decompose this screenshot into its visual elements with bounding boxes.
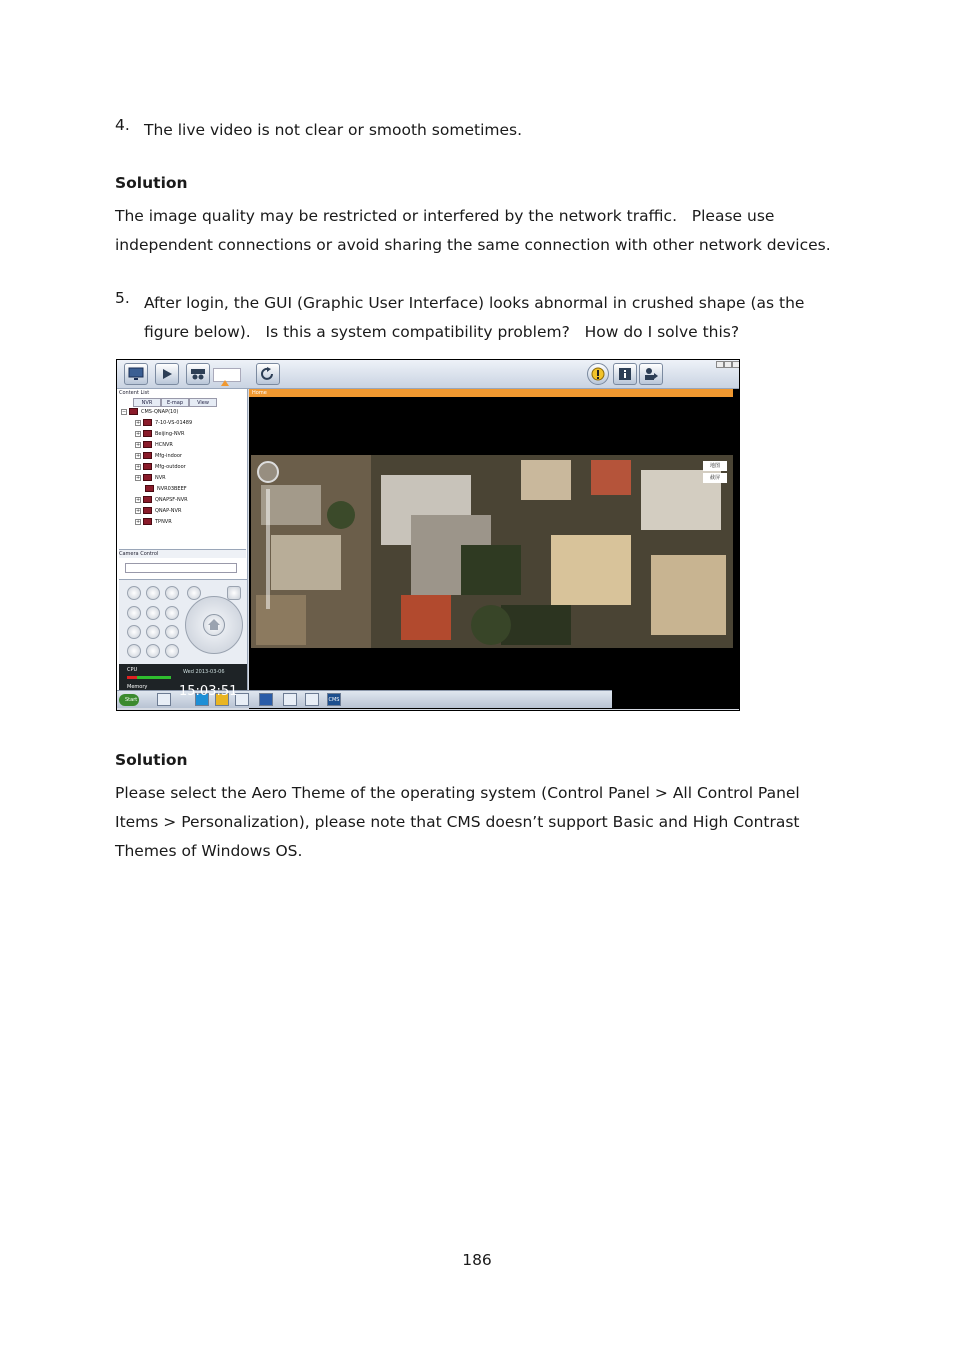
cms-toolbar (117, 360, 739, 389)
expand-icon[interactable]: + (136, 507, 141, 514)
info-icon[interactable] (613, 363, 637, 385)
expand-icon[interactable]: + (136, 463, 141, 470)
preset-control-button[interactable] (146, 644, 160, 658)
alert-icon[interactable] (587, 363, 609, 385)
camera-control-button[interactable] (187, 586, 201, 600)
tree-row[interactable]: + Mfg-outdoor (136, 463, 186, 470)
minimize-icon[interactable] (716, 361, 724, 368)
toolbar-search-field[interactable] (213, 368, 241, 382)
camera-control-button[interactable] (127, 586, 141, 600)
list-item-5-text: After login, the GUI (Graphic User Interface) looks abnormal in crushed shape (as the figure below). Is this a system compatibility problem? How do I solve this? (144, 294, 805, 341)
tree-row[interactable]: + Beijing-NVR (136, 430, 185, 437)
user-icon[interactable] (639, 363, 663, 385)
expand-icon[interactable]: + (136, 474, 141, 481)
nvr-icon (143, 507, 152, 514)
map-type-button[interactable]: 地图 (703, 461, 727, 471)
list-number-4: 4. (115, 116, 130, 134)
tab-view[interactable]: View (189, 398, 217, 407)
home-icon[interactable] (203, 614, 225, 636)
expand-icon[interactable]: + (136, 518, 141, 525)
tree-row[interactable]: + HCNVR (136, 441, 173, 448)
tree-row[interactable]: + NVR (136, 474, 166, 481)
server-icon (129, 408, 138, 415)
expand-icon[interactable]: + (136, 441, 141, 448)
zoom-out-icon[interactable] (165, 606, 179, 620)
solution-2-text: Please select the Aero Theme of the operating system (Control Panel > All Control Panel Items > Personalization), please note that CMS doesn’t support Basic and High Contrast Themes of Windows OS. (115, 784, 800, 860)
nvr-icon (143, 474, 152, 481)
nvr-icon (143, 441, 152, 448)
page-number: 186 (462, 1251, 492, 1269)
nvr-icon (143, 463, 152, 470)
solution-heading-1: Solution (115, 174, 188, 192)
view-title-bar: Home (249, 389, 733, 397)
status-date: Wed 2013-03-06 (183, 669, 225, 675)
tab-emap[interactable]: E-map (161, 398, 189, 407)
ptz-joystick[interactable] (185, 596, 243, 654)
zoom-control-button[interactable] (127, 606, 141, 620)
tree-row[interactable]: + TPNVR (136, 518, 172, 525)
solution-1-text: The image quality may be restricted or interfered by the network traffic. Please use independent connections or avoid sharing the same connection with other network devices. (115, 207, 831, 254)
preset-control-button[interactable] (165, 644, 179, 658)
tree-row[interactable]: + QNAPSF-NVR (136, 496, 188, 503)
nvr-icon (145, 485, 154, 492)
tree-row[interactable]: NVR03BEEF (121, 484, 245, 495)
tree-row[interactable]: + QNAP-NVR (136, 507, 182, 514)
nvr-icon (143, 518, 152, 525)
cms-taskbar-button[interactable]: CMS (327, 693, 341, 706)
content-list-title: Content List (119, 390, 150, 396)
list-item-4-text: The live video is not clear or smooth sometimes. (144, 121, 523, 139)
expand-icon[interactable]: + (136, 430, 141, 437)
start-button[interactable]: Start (119, 694, 139, 706)
map-compass-icon[interactable] (257, 461, 279, 483)
focus-control-button[interactable] (146, 625, 160, 639)
focus-control-button[interactable] (165, 625, 179, 639)
tree-row[interactable]: + 7-10-VS-01489 (136, 419, 193, 426)
taskbar-app-icon[interactable] (157, 693, 171, 706)
solution-heading-2: Solution (115, 751, 188, 769)
expand-icon[interactable]: + (136, 496, 141, 503)
monitor-icon[interactable] (124, 363, 148, 385)
nvr-icon (143, 452, 152, 459)
memory-label: Memory (127, 684, 148, 690)
video-bottom-strip (614, 690, 739, 708)
camera-control-button[interactable] (146, 586, 160, 600)
clock-time: 15:03:51 (179, 684, 238, 699)
map-zoom-slider[interactable] (266, 489, 270, 609)
collapse-icon[interactable]: − (122, 408, 127, 415)
nvr-icon (143, 419, 152, 426)
settings-tool-icon[interactable] (186, 363, 210, 385)
nvr-icon (143, 496, 152, 503)
refresh-icon[interactable] (256, 363, 280, 385)
cpu-meter-peak (127, 676, 137, 679)
nvr-icon (143, 430, 152, 437)
left-panel (117, 389, 248, 707)
nvr-tree (121, 407, 245, 528)
list-number-5: 5. (115, 289, 130, 307)
tree-row[interactable]: + Mfg-indoor (136, 452, 182, 459)
expand-icon[interactable]: + (136, 452, 141, 459)
aerial-map-image (251, 455, 733, 648)
word-icon[interactable] (259, 693, 273, 706)
expand-icon[interactable]: + (136, 419, 141, 426)
camera-select[interactable] (125, 563, 237, 573)
tab-nvr[interactable]: NVR (133, 398, 161, 407)
focus-control-button[interactable] (127, 625, 141, 639)
close-icon[interactable] (732, 361, 740, 368)
maximize-icon[interactable] (724, 361, 732, 368)
cpu-label: CPU (127, 667, 138, 673)
camera-control-button[interactable] (165, 586, 179, 600)
taskbar-app-icon[interactable] (305, 693, 319, 706)
playback-icon[interactable] (155, 363, 179, 385)
cms-screenshot-figure (116, 359, 740, 711)
content-list-tabs (119, 398, 246, 407)
zoom-in-icon[interactable] (146, 606, 160, 620)
camera-control-button[interactable] (227, 586, 241, 600)
preset-control-button[interactable] (127, 644, 141, 658)
camera-control-title: Camera Control (119, 549, 246, 558)
tree-row-root[interactable]: − CMS-QNAP(10) (122, 408, 179, 415)
taskbar-app-icon[interactable] (283, 693, 297, 706)
screenshot-button[interactable]: 截屏 (703, 473, 727, 483)
